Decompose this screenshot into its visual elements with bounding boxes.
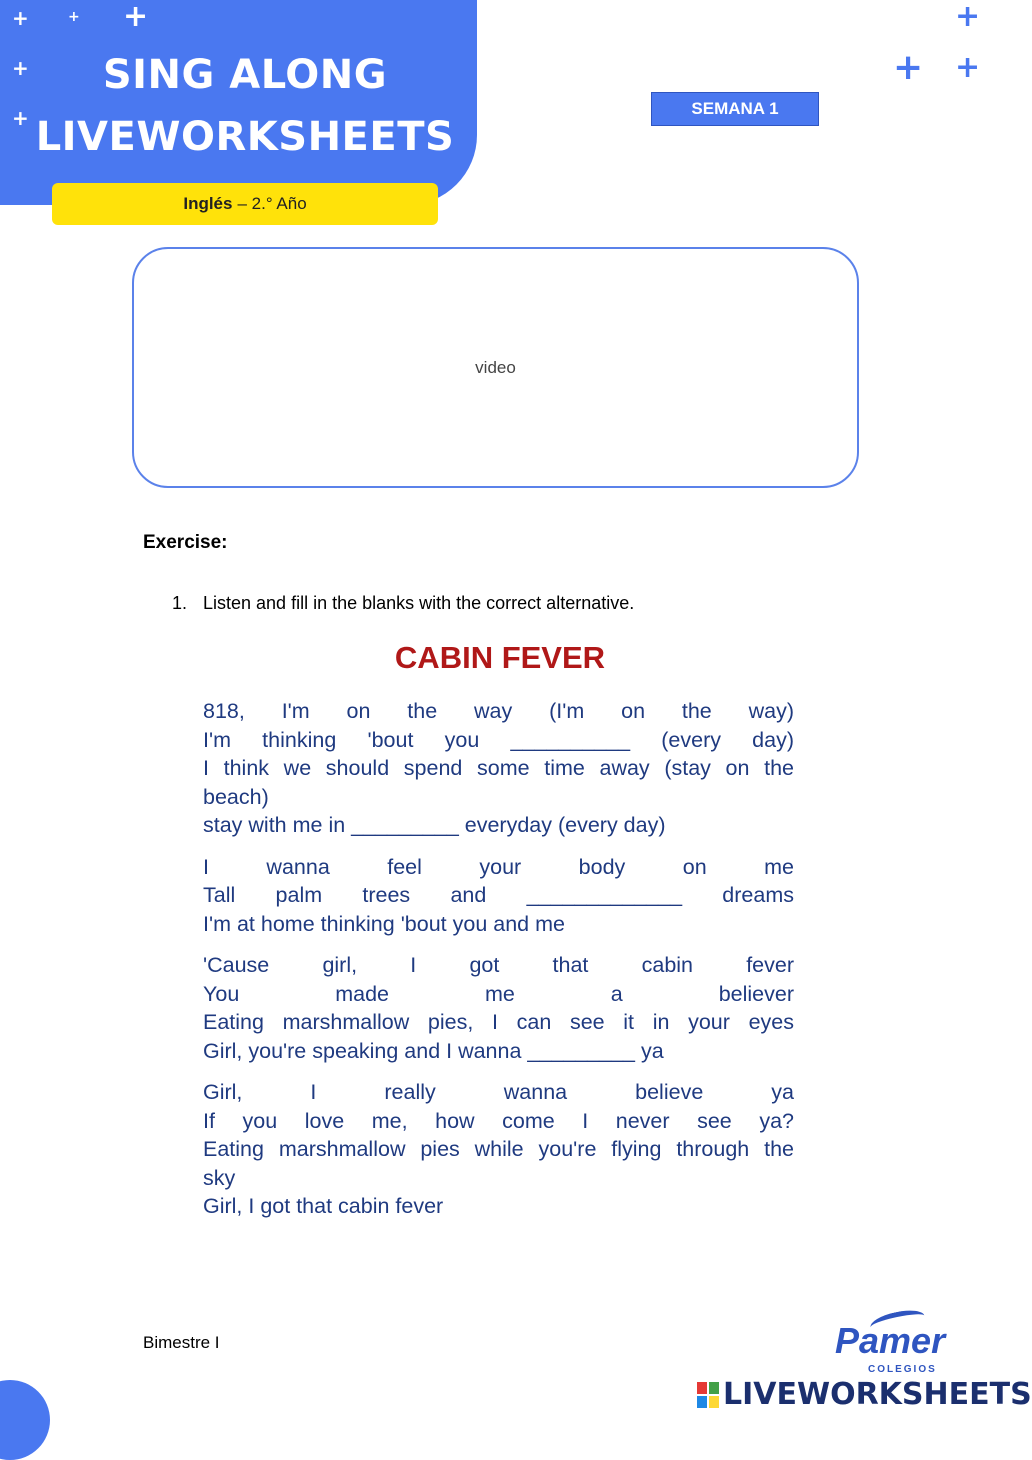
plus-icon: + [123,0,149,34]
lyric-line: Eating marshmallow pies while you're flying through the [203,1137,794,1161]
subject-band [52,183,438,225]
lyric-line-with-blank[interactable]: stay with me in _________ everyday (every day) [203,813,666,837]
lyric-line: Eating marshmallow pies, I can see it in your eyes [203,1010,794,1034]
liveworksheets-logo[interactable] [697,1377,1032,1412]
subject-grade: – 2.° Año [237,194,307,213]
plus-icon: + [955,0,981,34]
week-badge: SEMANA 1 [651,92,819,126]
stanza [203,1078,794,1221]
subject-name: Inglés [183,194,233,213]
title-liveworksheets: LIVEWORKSHEETS [35,114,455,160]
lyric-line: Girl, I got that cabin fever [203,1194,444,1218]
plus-icon: + [12,56,29,80]
plus-icon: + [893,47,924,88]
instruction-text: Listen and fill in the blanks with the correct alternative. [203,593,635,613]
plus-icon: + [12,106,29,130]
lyric-line: You made me a believer [203,981,794,1006]
corner-decoration [0,1380,50,1460]
lyric-line: I'm at home thinking 'bout you and me [203,911,565,936]
lyric-line-with-blank[interactable]: I'm thinking 'bout you __________ (every day) [203,727,794,752]
lyric-line: sky [203,1165,236,1190]
lyric-line: 'Cause girl, I got that cabin fever [203,953,794,977]
lyric-line: If you love me, how come I never see ya? [203,1108,794,1133]
lyric-line: Girl, I really wanna believe ya [203,1080,794,1104]
video-label: video [475,357,516,377]
song-lyrics [203,697,794,1234]
lyric-line: I think we should spend some time away (stay on the [203,756,794,780]
exercise-instruction [172,593,634,614]
header-banner [0,0,477,205]
lyric-line-with-blank[interactable]: Girl, you're speaking and I wanna _________ ya [203,1038,664,1063]
plus-icon: + [68,9,80,25]
lyric-line: beach) [203,784,269,809]
liveworksheets-blocks-icon [697,1382,719,1408]
song-title: CABIN FEVER [394,640,606,675]
stanza [203,697,794,840]
liveworksheets-text: LIVEWORKSHEETS [723,1377,1032,1412]
exercise-label: Exercise: [143,532,228,553]
plus-icon: + [12,6,29,30]
lyric-line: 818, I'm on the way (I'm on the way) [203,699,794,723]
pamer-logo: Pamer [835,1320,946,1361]
footer-bimestre: Bimestre I [143,1333,220,1352]
video-placeholder[interactable] [132,247,859,488]
instruction-number: 1. [172,593,188,613]
stanza [203,853,794,939]
pamer-subtitle: COLEGIOS [868,1364,937,1375]
plus-icon: + [955,50,981,85]
stanza [203,951,794,1065]
lyric-line-with-blank[interactable]: Tall palm trees and _____________ dreams [203,883,794,907]
title-sing-along: SING ALONG [102,52,388,98]
lyric-line: I wanna feel your body on me [203,854,794,879]
